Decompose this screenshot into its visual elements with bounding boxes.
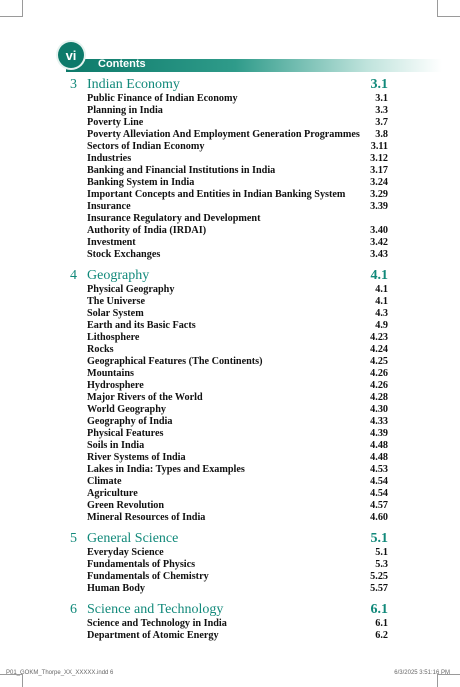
entry-page: 4.48 [370, 452, 388, 463]
section-heading[interactable] [70, 530, 388, 547]
crop-mark [437, 0, 460, 17]
toc-section [70, 601, 388, 642]
toc-entry[interactable] [70, 105, 388, 117]
entry-page: 3.11 [370, 141, 388, 152]
entry-page: 4.30 [370, 404, 388, 415]
entry-page: 3.39 [370, 201, 388, 212]
entry-label: Earth and its Basic Facts [87, 320, 196, 331]
entry-label: Geography of India [87, 416, 173, 427]
entry-label: Solar System [87, 308, 144, 319]
entry-page: 5.25 [370, 571, 388, 582]
crop-mark [0, 0, 23, 17]
section-title: General Science [87, 531, 179, 546]
section-page: 6.1 [370, 602, 388, 617]
page-number-badge: vi [58, 42, 84, 68]
toc-entry[interactable] [70, 476, 388, 488]
page-header [58, 42, 442, 72]
entry-page: 4.9 [375, 320, 388, 331]
section-page: 5.1 [370, 531, 388, 546]
entry-label: Lakes in India: Types and Examples [87, 464, 245, 475]
entry-page: 3.42 [370, 237, 388, 248]
toc-entry[interactable] [70, 237, 388, 249]
toc-entry[interactable] [70, 356, 388, 368]
entry-label: Mineral Resources of India [87, 512, 206, 523]
entry-page: 3.24 [370, 177, 388, 188]
entry-page: 3.3 [375, 105, 388, 116]
toc-entry[interactable] [70, 428, 388, 440]
entry-page: 6.1 [375, 618, 388, 629]
toc-section [70, 76, 388, 261]
toc-section [70, 530, 388, 595]
entry-label: Poverty Alleviation And Employment Generation Programmes [87, 129, 360, 140]
toc-entry[interactable] [70, 380, 388, 392]
entry-page: 3.43 [370, 249, 388, 260]
entry-label: Important Concepts and Entities in Indian Banking System [87, 189, 346, 200]
entry-page: 4.39 [370, 428, 388, 439]
toc-entry[interactable] [70, 630, 388, 642]
entry-label: Department of Atomic Energy [87, 630, 219, 641]
section-title: Geography [87, 268, 150, 283]
entry-label: Fundamentals of Chemistry [87, 571, 209, 582]
entry-page: 4.54 [370, 488, 388, 499]
entry-label: Everyday Science [87, 547, 164, 558]
section-number: 6 [70, 602, 77, 617]
entry-label: Climate [87, 476, 122, 487]
footer-timestamp: 6/3/2025 3:51:16 PM [394, 670, 450, 676]
entry-page: 4.60 [370, 512, 388, 523]
toc-entry[interactable] [70, 189, 388, 201]
table-of-contents [70, 76, 388, 648]
entry-page: 5.1 [375, 547, 388, 558]
section-heading[interactable] [70, 267, 388, 284]
entry-page: 3.40 [370, 225, 388, 236]
entry-label: Insurance Regulatory and Development Authority of India (IRDAI) [87, 213, 261, 236]
entry-page: 4.1 [375, 296, 388, 307]
toc-entry[interactable] [70, 583, 388, 595]
entry-label: Human Body [87, 583, 146, 594]
entry-page: 4.33 [370, 416, 388, 427]
entry-page: 4.54 [370, 476, 388, 487]
toc-entry[interactable] [70, 284, 388, 296]
entry-page: 3.12 [370, 153, 388, 164]
entry-page: 4.48 [370, 440, 388, 451]
toc-entry[interactable] [70, 368, 388, 380]
entry-page: 4.53 [370, 464, 388, 475]
entry-page: 3.1 [375, 93, 388, 104]
toc-entry[interactable] [70, 404, 388, 416]
toc-entry[interactable] [70, 571, 388, 583]
entry-label: Major Rivers of the World [87, 392, 203, 403]
entry-page: 4.57 [370, 500, 388, 511]
entry-page: 4.23 [370, 332, 388, 343]
entry-label: Poverty Line [87, 117, 144, 128]
toc-entry[interactable] [70, 165, 388, 177]
toc-entry[interactable] [70, 500, 388, 512]
entry-label: World Geography [87, 404, 166, 415]
entry-page: 3.17 [370, 165, 388, 176]
entry-label: Planning in India [87, 105, 163, 116]
toc-entry[interactable] [70, 296, 388, 308]
entry-label: Green Revolution [87, 500, 165, 511]
toc-entry[interactable] [70, 559, 388, 571]
entry-label: Investment [87, 237, 136, 248]
section-page: 3.1 [370, 77, 388, 92]
header-bar [66, 59, 442, 72]
section-title: Indian Economy [87, 77, 180, 92]
entry-page: 5.3 [375, 559, 388, 570]
toc-entry[interactable] [70, 117, 388, 129]
entry-label: Science and Technology in India [87, 618, 227, 629]
entry-page: 4.25 [370, 356, 388, 367]
section-heading[interactable] [70, 76, 388, 93]
toc-entry[interactable] [70, 153, 388, 165]
toc-entry[interactable] [70, 141, 388, 153]
entry-page: 4.3 [375, 308, 388, 319]
entry-page: 6.2 [375, 630, 388, 641]
section-page: 4.1 [370, 268, 388, 283]
toc-entry[interactable] [70, 201, 388, 213]
toc-entry[interactable] [70, 129, 388, 141]
entry-label: Public Finance of Indian Economy [87, 93, 238, 104]
toc-entry[interactable] [70, 213, 388, 237]
toc-entry[interactable] [70, 547, 388, 559]
entry-label: Insurance [87, 201, 131, 212]
entry-page: 4.26 [370, 368, 388, 379]
entry-label: The Universe [87, 296, 146, 307]
entry-label: Hydrosphere [87, 380, 144, 391]
entry-page: 5.57 [370, 583, 388, 594]
footer-file: P01_GOKM_Thorpe_XX_XXXXX.indd 6 [6, 670, 114, 676]
entry-label: Physical Features [87, 428, 164, 439]
print-footer [6, 670, 450, 676]
section-number: 3 [70, 77, 77, 92]
entry-label: Geographical Features (The Continents) [87, 356, 263, 367]
toc-entry[interactable] [70, 392, 388, 404]
entry-label: Banking System in India [87, 177, 195, 188]
entry-page: 3.29 [370, 189, 388, 200]
entry-label: Industries [87, 153, 132, 164]
toc-entry[interactable] [70, 332, 388, 344]
entry-label: Banking and Financial Institutions in India [87, 165, 276, 176]
entry-label: Mountains [87, 368, 134, 379]
toc-entry[interactable] [70, 344, 388, 356]
entry-label: River Systems of India [87, 452, 186, 463]
toc-entry[interactable] [70, 440, 388, 452]
section-number: 5 [70, 531, 77, 546]
entry-page: 3.8 [375, 129, 388, 140]
entry-page: 4.1 [375, 284, 388, 295]
toc-entry[interactable] [70, 177, 388, 189]
toc-entry[interactable] [70, 93, 388, 105]
entry-label: Physical Geography [87, 284, 175, 295]
entry-label: Stock Exchanges [87, 249, 161, 260]
entry-page: 4.26 [370, 380, 388, 391]
toc-entry[interactable] [70, 512, 388, 524]
entry-label: Agriculture [87, 488, 138, 499]
toc-entry[interactable] [70, 452, 388, 464]
entry-label: Rocks [87, 344, 114, 355]
toc-entry[interactable] [70, 249, 388, 261]
toc-entry[interactable] [70, 488, 388, 500]
toc-section [70, 267, 388, 524]
entry-page: 4.28 [370, 392, 388, 403]
section-number: 4 [70, 268, 77, 283]
toc-entry[interactable] [70, 618, 388, 630]
toc-entry[interactable] [70, 320, 388, 332]
entry-page: 4.24 [370, 344, 388, 355]
entry-page: 3.7 [375, 117, 388, 128]
section-title: Science and Technology [87, 602, 224, 617]
entry-label: Soils in India [87, 440, 145, 451]
header-title: Contents [98, 58, 146, 70]
entry-label: Lithosphere [87, 332, 140, 343]
section-heading[interactable] [70, 601, 388, 618]
toc-entry[interactable] [70, 308, 388, 320]
toc-entry[interactable] [70, 464, 388, 476]
toc-entry[interactable] [70, 416, 388, 428]
entry-label: Fundamentals of Physics [87, 559, 196, 570]
entry-label: Sectors of Indian Economy [87, 141, 205, 152]
